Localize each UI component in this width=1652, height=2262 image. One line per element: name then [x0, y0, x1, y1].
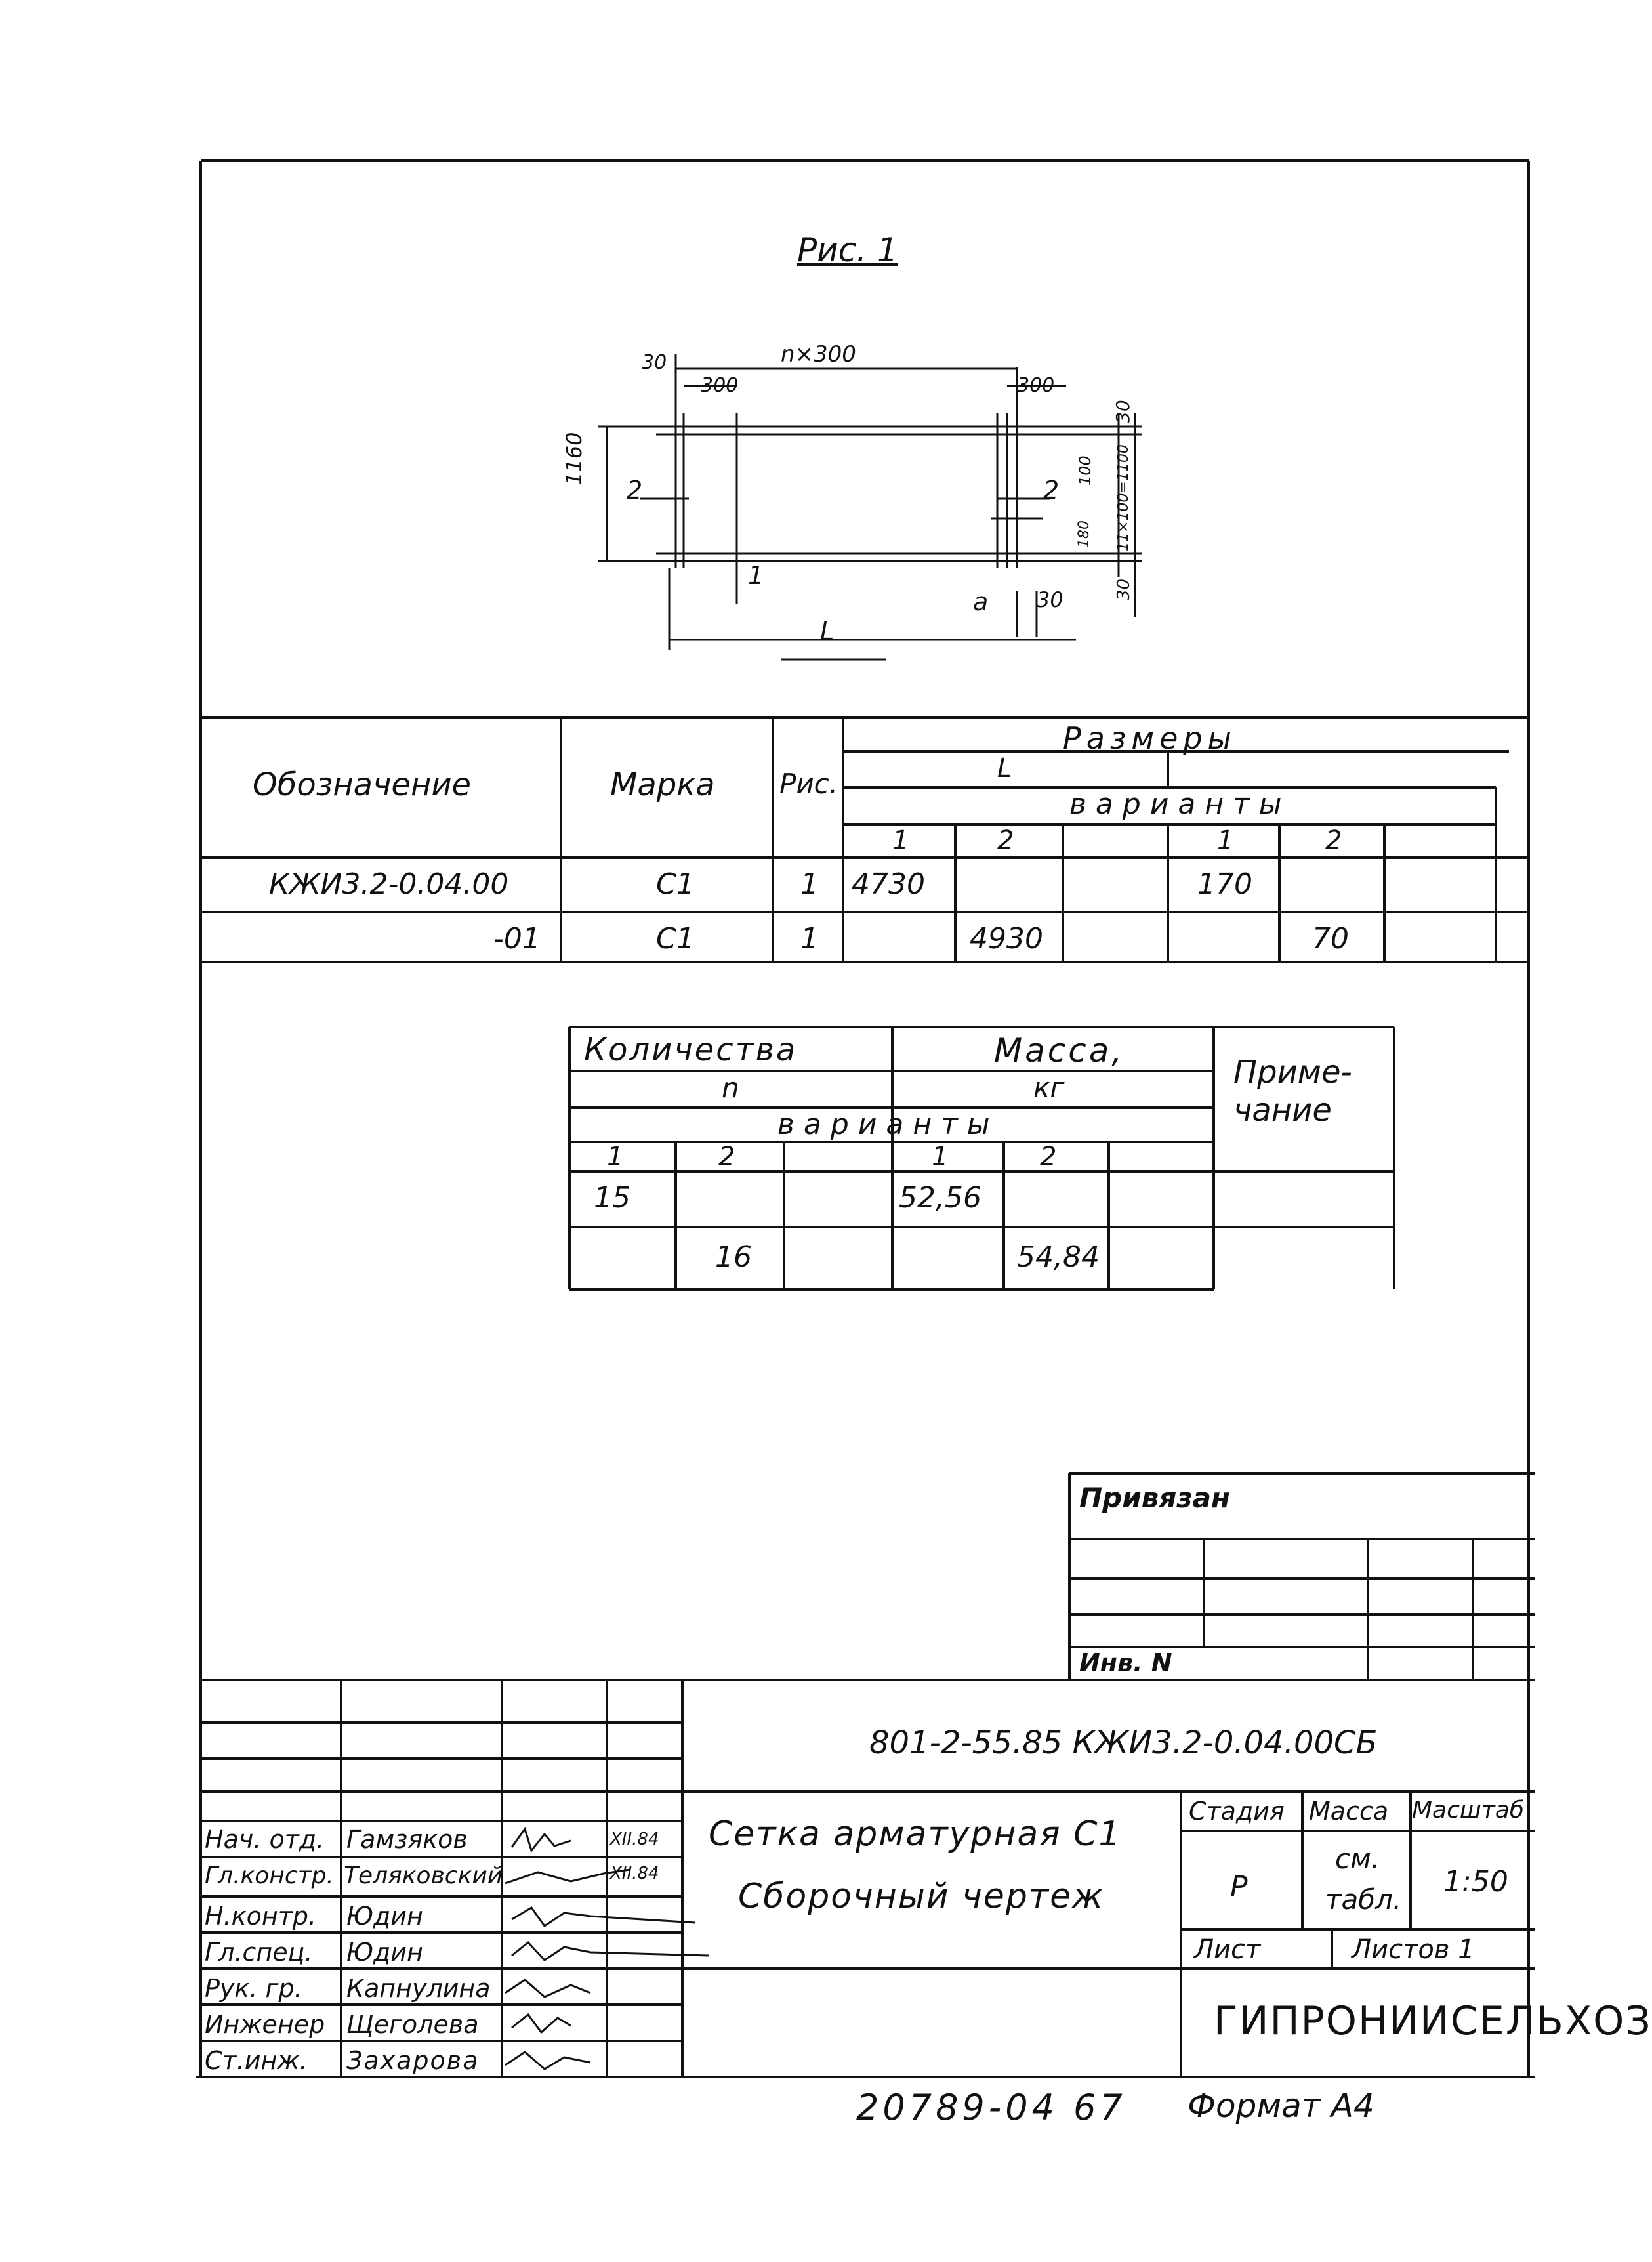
t2-row2-m2: 54,84	[1017, 1240, 1100, 1274]
label-L: L	[820, 617, 835, 646]
sheets-label: Листов 1	[1352, 1935, 1475, 1965]
mass-value-line1: см.	[1335, 1843, 1380, 1875]
dim-1160: 1160	[562, 432, 587, 486]
label-a: a	[973, 587, 989, 616]
dim-n300: n×300	[781, 341, 856, 367]
t1-row1-mark: С1	[656, 868, 695, 901]
dim-30-top: 30	[642, 351, 667, 374]
stage-value: Р	[1230, 1870, 1248, 1904]
t2-v1-m: 1	[932, 1142, 949, 1172]
t1-row1-designation: КЖИ3.2-0.04.00	[269, 868, 509, 901]
scale-value: 1:50	[1443, 1865, 1508, 1898]
t1-row2-designation: -01	[493, 922, 541, 955]
stage-header: Стадия	[1189, 1797, 1285, 1826]
t1-header-mark: Марка	[610, 766, 715, 803]
privyazan-label: Привязан	[1079, 1482, 1230, 1514]
t1-row2-L2: 4930	[970, 922, 1043, 955]
dim-30-bottom: 30	[1037, 587, 1063, 612]
t2-header-kg: кг	[1033, 1072, 1065, 1104]
dim-100: 100	[1076, 455, 1094, 486]
label-2-right: 2	[1043, 476, 1060, 505]
title-line-1: Сетка арматурная С1	[709, 1814, 1122, 1854]
t1-v1-a: 1	[1217, 826, 1234, 856]
signer-role: Рук. гр.	[205, 1974, 302, 2003]
signer-name: Гамзяков	[346, 1825, 468, 1854]
t1-row1-fig: 1	[800, 868, 819, 901]
signer-role: Н.контр.	[205, 1902, 317, 1931]
t2-header-n: n	[722, 1072, 739, 1104]
dim-300-right: 300	[1017, 374, 1055, 397]
footer-number: 20789-04 67	[856, 2087, 1126, 2128]
mesh-figure	[577, 341, 1168, 669]
date-2: XII.84	[610, 1864, 659, 1883]
t1-header-sizes: Размеры	[1063, 721, 1237, 756]
t1-row1-L1: 4730	[852, 868, 925, 901]
t1-row2-fig: 1	[800, 922, 819, 955]
signer-name: Захарова	[346, 2046, 480, 2075]
dim-30-right-top: 30	[1112, 400, 1134, 423]
figure-title: Рис. 1	[797, 231, 898, 269]
organization-name: ГИПРОНИИСЕЛЬХОЗ	[1214, 1998, 1652, 2044]
dim-180: 180	[1076, 520, 1092, 548]
t1-row1-a1: 170	[1197, 868, 1252, 901]
t2-header-variants: варианты	[777, 1108, 999, 1141]
t2-header-qty: Количества	[584, 1032, 798, 1068]
t2-v1-n: 1	[607, 1142, 624, 1172]
t1-header-designation: Обозначение	[253, 766, 472, 803]
t1-row2-mark: С1	[656, 922, 695, 955]
dim-300-left: 300	[701, 374, 739, 397]
label-1: 1	[748, 561, 764, 590]
dim-30-right-bottom: 30	[1114, 578, 1134, 600]
document-code: 801-2-55.85 КЖИ3.2-0.04.00СБ	[869, 1725, 1378, 1761]
t2-v2-n: 2	[718, 1142, 735, 1172]
t1-header-L: L	[997, 753, 1012, 784]
signer-name: Капнулина	[346, 1974, 491, 2003]
signatures	[499, 1821, 748, 2077]
t2-row1-n1: 15	[594, 1181, 630, 1215]
mass-header: Масса	[1309, 1797, 1389, 1826]
t2-v2-m: 2	[1040, 1142, 1057, 1172]
t1-v2-a: 2	[1325, 826, 1342, 856]
mass-value-line2: табл.	[1325, 1883, 1402, 1916]
t2-header-note: Приме-чание	[1233, 1054, 1352, 1129]
signer-role: Ст.инж.	[205, 2046, 308, 2075]
date-1: XII.84	[610, 1830, 659, 1849]
label-2-left: 2	[627, 476, 643, 505]
t1-v1-L: 1	[892, 826, 909, 856]
t1-row2-a2: 70	[1312, 922, 1349, 955]
signer-role: Инженер	[205, 2010, 325, 2039]
t2-row1-m1: 52,56	[899, 1181, 981, 1215]
t1-header-variants: варианты	[1069, 787, 1291, 821]
inventory-label: Инв. N	[1079, 1648, 1172, 1677]
t2-header-mass: Масса,	[994, 1032, 1125, 1070]
signer-role: Гл.спец.	[205, 1938, 313, 1967]
signer-role: Гл.констр.	[205, 1862, 334, 1889]
title-line-2: Сборочный чертеж	[738, 1877, 1104, 1916]
signer-name: Юдин	[346, 1938, 423, 1967]
signer-name: Теляковский	[344, 1862, 503, 1889]
footer-format: Формат А4	[1187, 2087, 1374, 2125]
t2-row2-n2: 16	[715, 1240, 752, 1274]
t1-v2-L: 2	[997, 826, 1014, 856]
signer-name: Юдин	[346, 1902, 423, 1931]
t1-header-fig: Рис.	[779, 768, 838, 800]
signer-role: Нач. отд.	[205, 1825, 325, 1854]
scale-header: Масштаб	[1412, 1797, 1525, 1824]
dim-11x100: 11×100=1100	[1115, 444, 1132, 551]
signer-name: Щеголева	[346, 2010, 479, 2039]
sheet-label: Лист	[1194, 1935, 1261, 1965]
